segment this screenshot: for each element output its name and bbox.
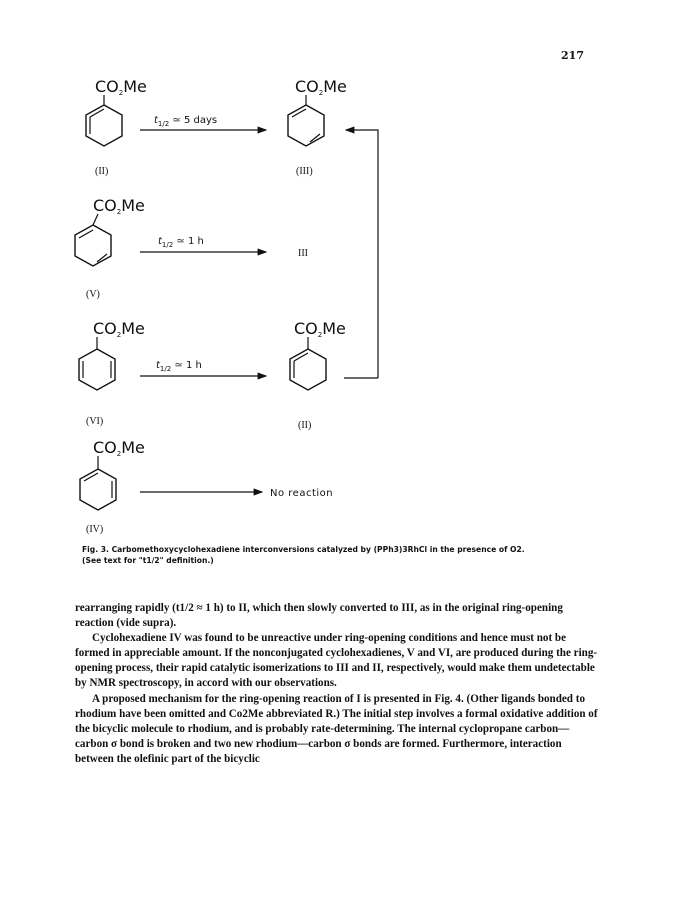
molecule-v: [75, 196, 145, 266]
arrow-1: [140, 115, 266, 130]
molecule-ii-bottom: [290, 319, 346, 390]
compound-label-ii-bottom: (II): [298, 420, 312, 431]
compound-label-vi: (VI): [86, 416, 104, 427]
page-number: 217: [561, 49, 584, 62]
caption-line-2: (See text for "t1/2" definition.): [82, 556, 214, 565]
compound-label-iii-top: (III): [296, 166, 313, 177]
arrow-2: [140, 236, 266, 252]
body-text: [75, 601, 600, 767]
paragraph-1: rearranging rapidly (t1/2 ≈ 1 h) to II, which then slowly converted to III, as in the original ring-opening reaction (vide supra).: [75, 602, 563, 630]
substituent-label: CO2Me: [295, 77, 347, 97]
compound-label-ii-top: (II): [95, 166, 109, 177]
substituent-label: CO2Me: [93, 319, 145, 339]
molecule-vi: [79, 319, 145, 390]
figure-caption: [82, 544, 602, 566]
paragraph-2: Cyclohexadiene IV was found to be unreactive under ring-opening conditions and hence must not be formed in appreciable amount. If the nonconjugated cyclohexadienes, V and VI, are produced during the ring-opening process, their rapid catalytic isomerizations to III and II, respectively, would make them undetectable by NMR spectroscopy, in accord with our observations.: [75, 632, 598, 690]
compound-label-iii-middle: III: [298, 248, 308, 259]
return-bracket: [346, 130, 378, 378]
substituent-label: CO2Me: [95, 77, 147, 97]
arrow-4: [140, 488, 333, 499]
paragraph-3: A proposed mechanism for the ring-opening reaction of I is presented in Fig. 4. (Other ligands bonded to rhodium have been omitted and Co2Me abbreviated R.) The initial step involves a formal oxidative addition of the bicyclic molecule to rhodium, and is probably rate-determining. The internal cyclopropane carbon—carbon σ bond is broken and two new rhodium—carbon σ bonds are formed. Furthermore, interaction between the olefinic part of the bicyclic: [75, 692, 598, 765]
molecule-ii-top: [86, 77, 147, 146]
substituent-label: CO2Me: [93, 438, 145, 458]
no-reaction-label: No reaction: [270, 488, 334, 499]
compound-label-iv: (IV): [86, 524, 104, 535]
half-life-label-1: $t_{1/2}$ ≃ 5 days: [154, 115, 218, 128]
caption-line-1: Fig. 3. Carbomethoxycyclohexadiene interconversions catalyzed by (PPh3)3RhCl in the presence of O2.: [82, 545, 525, 554]
half-life-label-2: $t_{1/2}$ ≃ 1 h: [158, 236, 204, 249]
molecule-iv: [80, 438, 145, 510]
arrow-3: [140, 360, 266, 376]
half-life-label-3: $t_{1/2}$ ≃ 1 h: [156, 360, 202, 373]
compound-label-v: (V): [86, 289, 100, 300]
substituent-label: CO2Me: [294, 319, 346, 339]
molecule-iii-top: [288, 77, 347, 146]
substituent-label: CO2Me: [93, 196, 145, 216]
